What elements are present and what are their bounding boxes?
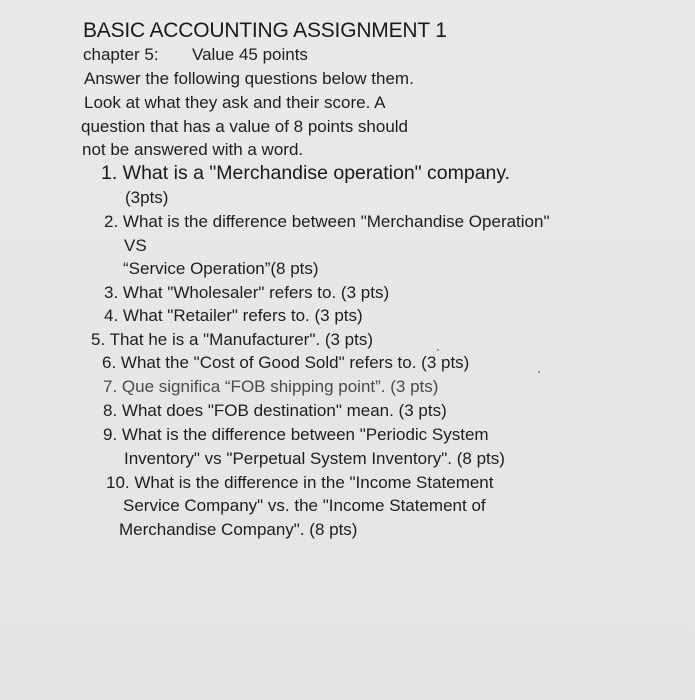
question-9: 9. What is the difference between "Periodic System	[103, 425, 489, 444]
question-10: 10. What is the difference in the "Income Statement	[106, 473, 494, 492]
intro-line-4: not be answered with a word.	[82, 140, 304, 159]
question-4: 4. What "Retailer" refers to. (3 pts)	[104, 306, 363, 325]
question-9-line-2: Inventory" vs "Perpetual System Inventory". (8 pts)	[124, 449, 505, 468]
question-2: 2. What is the difference between "Merchandise Operation"	[104, 212, 550, 231]
question-2-line-3: “Service Operation”(8 pts)	[123, 259, 319, 278]
question-1: 1. What is a "Merchandise operation" company.	[101, 162, 511, 184]
question-7: 7. Que significa “FOB shipping point”. (3 pts)	[103, 377, 439, 396]
question-2-line-2: VS	[124, 236, 147, 255]
chapter-label: chapter 5:	[83, 45, 159, 64]
question-1-points: (3pts)	[125, 188, 169, 207]
question-3: 3. What "Wholesaler" refers to. (3 pts)	[104, 283, 390, 302]
intro-line-1: Answer the following questions below them.	[84, 69, 414, 88]
question-8: 8. What does "FOB destination" mean. (3 pts)	[103, 401, 447, 420]
stray-mark	[437, 349, 439, 351]
question-6: 6. What the "Cost of Good Sold" refers to. (3 pts)	[102, 353, 470, 372]
value-label: Value 45 points	[192, 45, 308, 64]
question-5: 5. That he is a "Manufacturer". (3 pts)	[91, 330, 373, 349]
stray-mark	[538, 371, 540, 373]
intro-line-3: question that has a value of 8 points should	[81, 117, 409, 136]
intro-line-2: Look at what they ask and their score. A	[84, 93, 386, 112]
assignment-title: BASIC ACCOUNTING ASSIGNMENT 1	[83, 19, 447, 42]
question-10-line-3: Merchandise Company". (8 pts)	[119, 520, 358, 539]
question-10-line-2: Service Company" vs. the "Income Statement of	[123, 496, 486, 515]
